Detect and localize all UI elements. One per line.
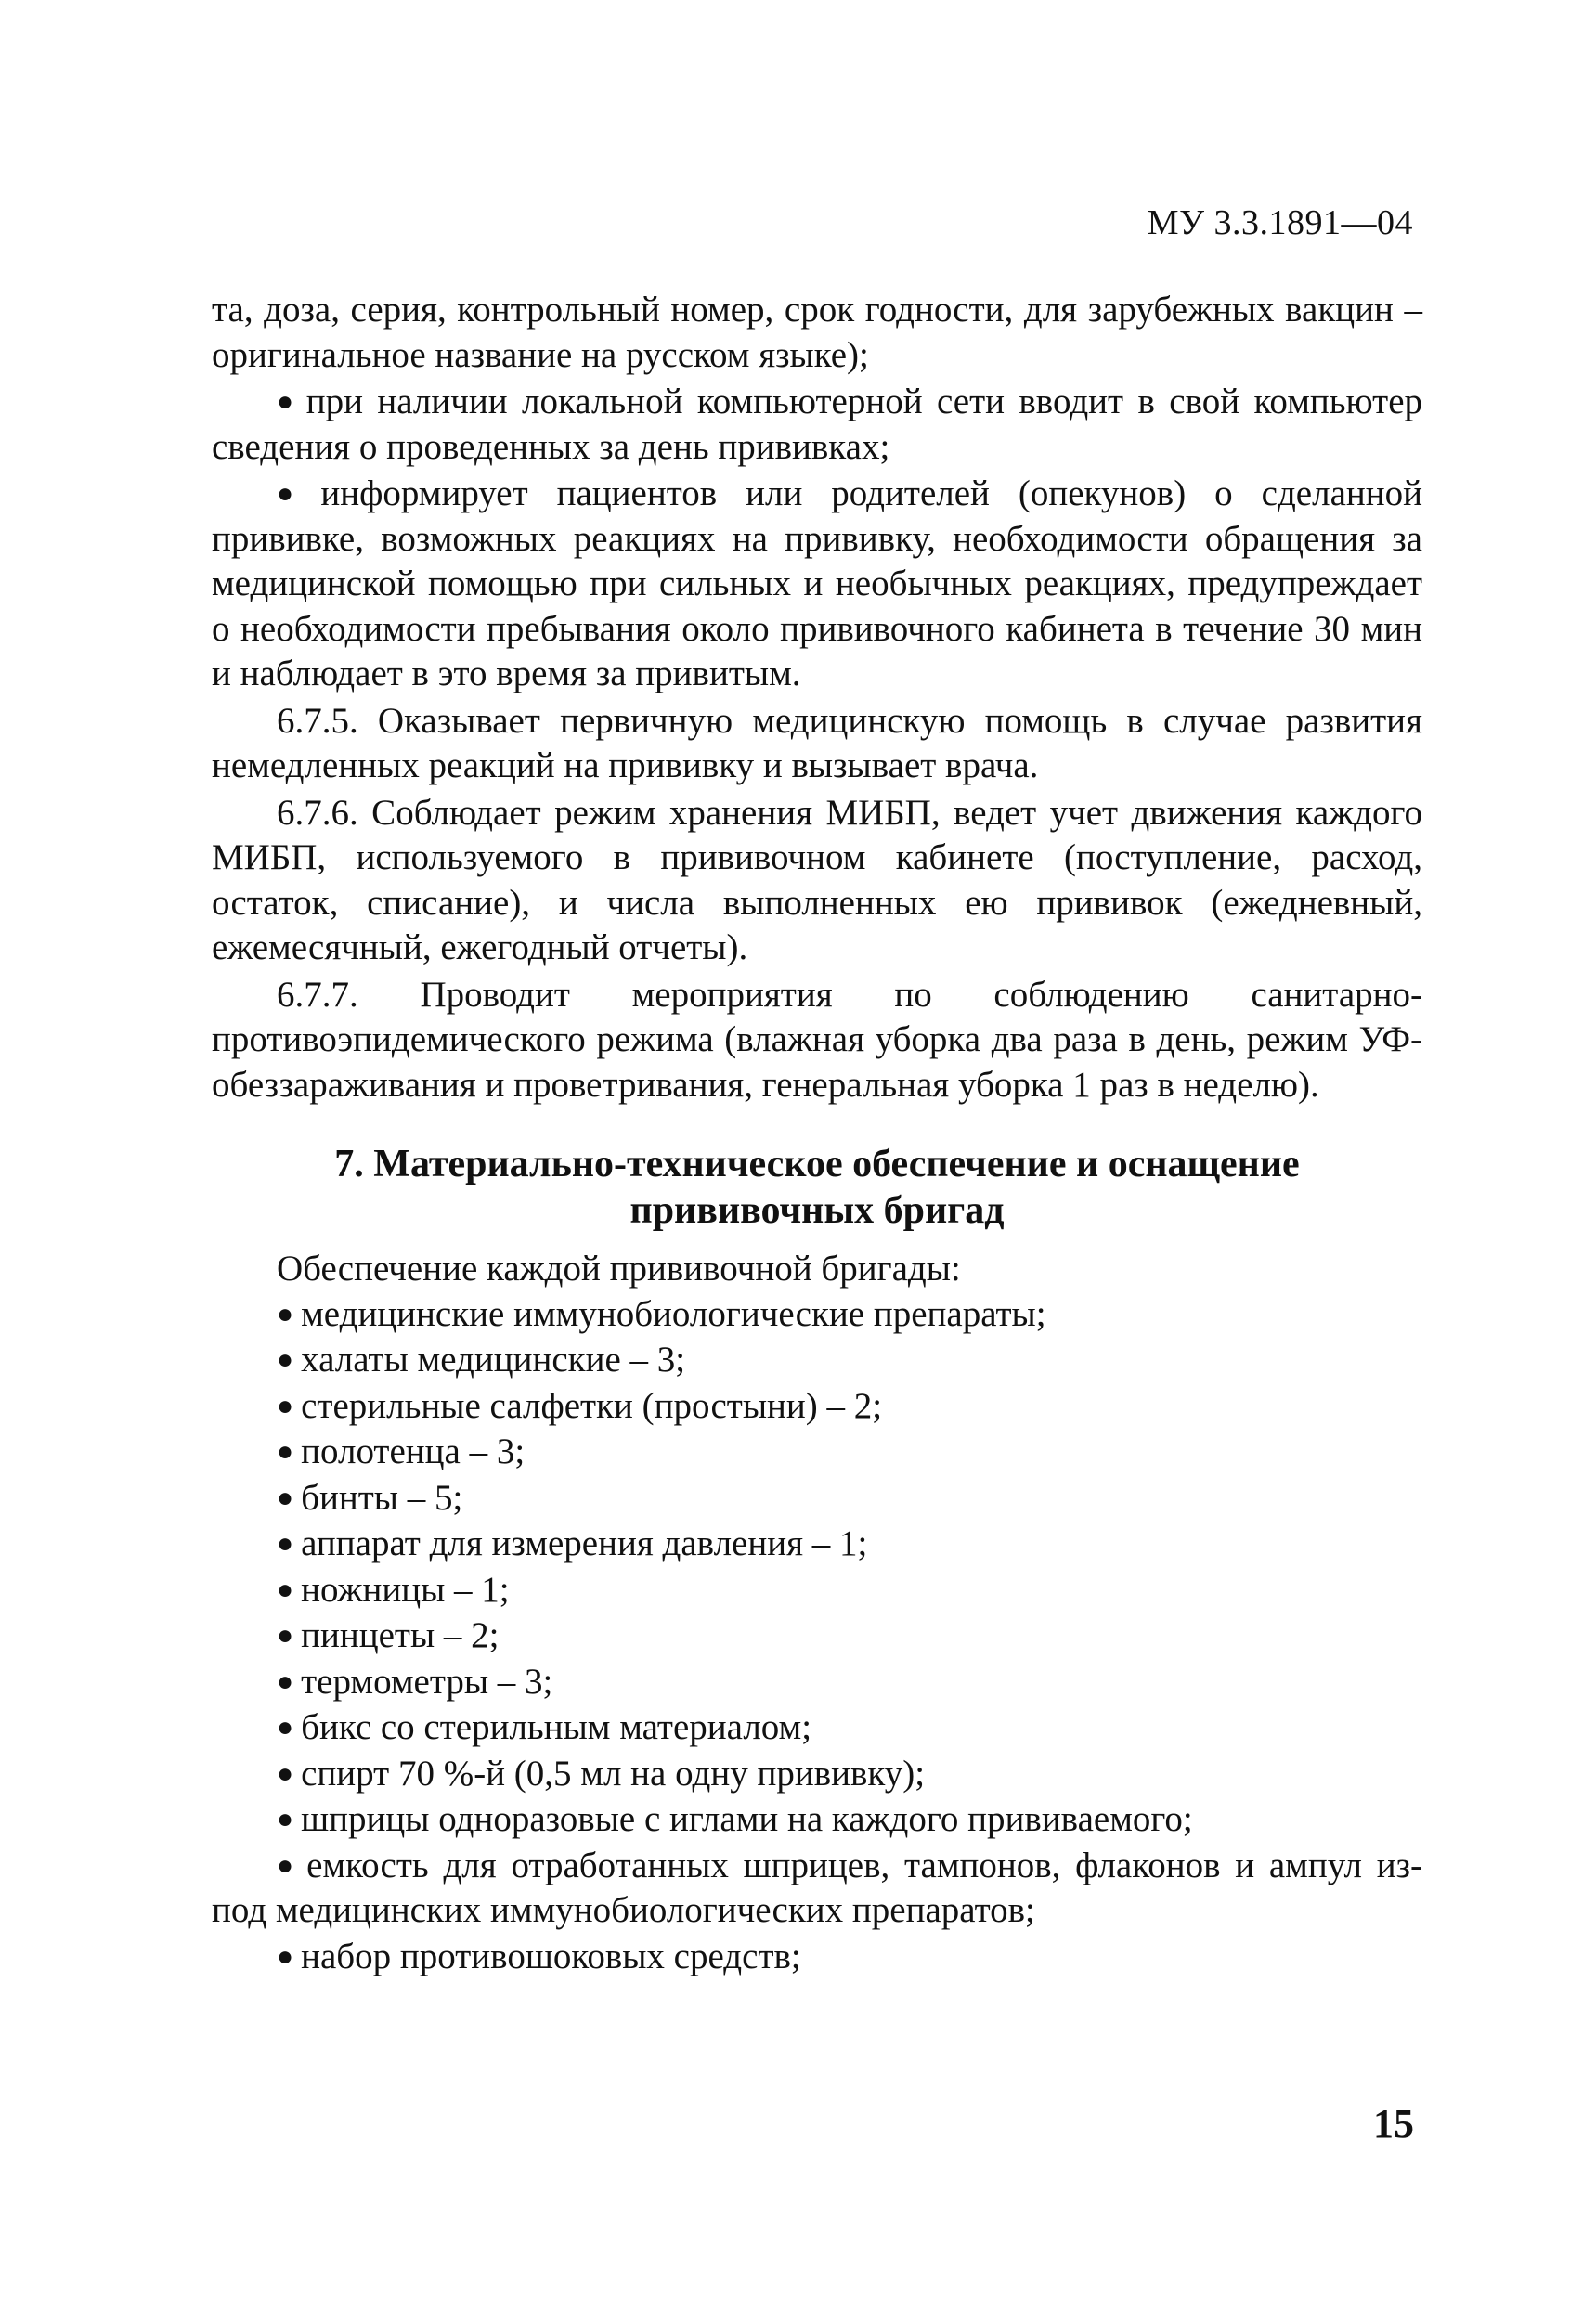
- list-item: [212, 1613, 1422, 1659]
- section-heading: [212, 1141, 1422, 1234]
- list-item-text: пинцеты – 2;: [301, 1615, 500, 1655]
- list-item-text: термометры – 3;: [301, 1661, 553, 1702]
- list-item: [212, 1338, 1422, 1383]
- paragraph-text: информирует пациентов или родителей (опекунов) о сделанной прививке, возможных реакциях на прививку, необходимости обращения за медицинской помощью при сильных и необычных реакциях, предупреждает о необходимости пребывания около прививочного кабинета в течение 30 мин и наблюдает в это время за привитым.: [212, 473, 1422, 693]
- page-content: [212, 288, 1422, 1980]
- bullet-icon: ●: [277, 1620, 294, 1651]
- bullet-icon: ●: [277, 478, 314, 509]
- list-item-text: полотенца – 3;: [301, 1432, 526, 1471]
- bullet-icon: ●: [277, 1344, 294, 1375]
- section-heading-line-1: 7. Материально-техническое обеспечение и оснащение: [334, 1143, 1300, 1185]
- list-item-text: стерильные салфетки (простыни) – 2;: [301, 1385, 883, 1426]
- bullet-icon: ●: [277, 1757, 294, 1789]
- list-item-text: ножницы – 1;: [301, 1569, 510, 1610]
- list-item-text: медицинские иммунобиологические препараты;: [301, 1293, 1046, 1334]
- list-item: [212, 1844, 1422, 1934]
- list-item: [212, 1935, 1422, 1980]
- list-item-text: аппарат для измерения давления – 1;: [301, 1523, 868, 1563]
- bullet-icon: ●: [277, 1482, 294, 1513]
- bullet-icon: ●: [277, 1804, 294, 1834]
- paragraph-6-7-7: 6.7.7. Проводит мероприятия по соблюдению санитарно-противоэпидемического режима (влажная уборка два раза в день, режим УФ-обеззараживания и проветривания, генеральная уборка 1 раз в неделю).: [212, 974, 1422, 1105]
- list-item-text: бинты – 5;: [301, 1477, 463, 1518]
- bullet-icon: ●: [277, 1574, 294, 1605]
- page-number: 15: [1373, 2101, 1414, 2146]
- paragraph-6-7-5: 6.7.5. Оказывает первичную медицинскую помощь в случае развития немедленных реакций на прививку и вызывает врача.: [212, 700, 1422, 785]
- list-item: [212, 1568, 1422, 1613]
- paragraph-text: при наличии локальной компьютерной сети вводит в свой компьютер сведения о проведенных за день прививках;: [212, 382, 1423, 467]
- bullet-icon: ●: [277, 1436, 294, 1467]
- bullet-icon: ●: [277, 386, 299, 417]
- list-item: [212, 1752, 1422, 1797]
- list-item-text: набор противошоковых средств;: [301, 1936, 801, 1976]
- list-item: [212, 1522, 1422, 1567]
- list-item-text: емкость для отработанных шприцев, тампонов, флаконов и ампул из-под медицинских иммунобиологических препаратов;: [212, 1845, 1422, 1930]
- paragraph-bullet-computer: [212, 380, 1422, 470]
- paragraph-bullet-inform: [212, 472, 1422, 697]
- list-item: [212, 1430, 1422, 1475]
- list-item-text: бикс со стерильным материалом;: [301, 1707, 812, 1747]
- list-item: [212, 1384, 1422, 1430]
- bullet-icon: ●: [277, 1849, 300, 1881]
- list-item: [212, 1292, 1422, 1338]
- bullet-icon: ●: [277, 1940, 294, 1972]
- section-heading-line-2: прививочных бригад: [629, 1189, 1005, 1232]
- document-code: МУ 3.3.1891—04: [1147, 203, 1413, 242]
- list-item-text: спирт 70 %-й (0,5 мл на одну прививку);: [301, 1753, 926, 1794]
- equipment-list: [212, 1292, 1422, 1980]
- paragraph-6-7-6: 6.7.6. Соблюдает режим хранения МИБП, ведет учет движения каждого МИБП, используемого в прививочном кабинете (поступление, расход, остаток, списание), и числа выполненных ею прививок (ежедневный, ежемесячный, ежегодный отчеты).: [212, 792, 1422, 967]
- paragraph-continuation: та, доза, серия, контрольный номер, срок годности, для зарубежных вакцин – оригинальное название на русском языке);: [212, 290, 1422, 375]
- bullet-icon: ●: [277, 1665, 294, 1697]
- section-intro: Обеспечение каждой прививочной бригады:: [277, 1249, 961, 1289]
- list-item: [212, 1797, 1422, 1843]
- bullet-icon: ●: [277, 1298, 294, 1329]
- list-item: [212, 1705, 1422, 1751]
- list-item: [212, 1660, 1422, 1705]
- list-item: [212, 1476, 1422, 1522]
- bullet-icon: ●: [277, 1528, 294, 1559]
- list-item-text: халаты медицинские – 3;: [301, 1340, 686, 1380]
- bullet-icon: ●: [277, 1390, 294, 1421]
- bullet-icon: ●: [277, 1712, 294, 1742]
- list-item-text: шприцы одноразовые с иглами на каждого прививаемого;: [301, 1799, 1193, 1839]
